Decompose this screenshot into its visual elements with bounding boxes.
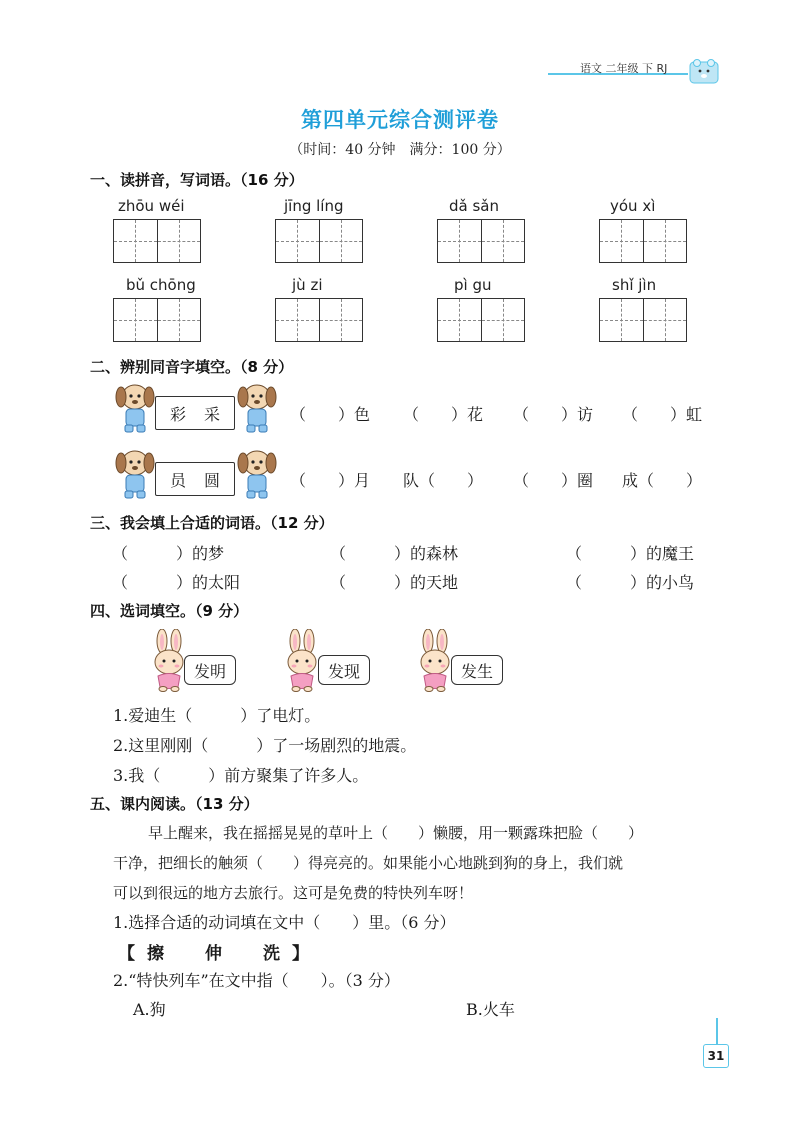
word-choices: 【擦 伸 洗】 [118, 944, 321, 964]
writing-grid[interactable] [275, 219, 363, 263]
page-title: 第四单元综合测评卷 [301, 108, 499, 132]
passage-line[interactable]: 干净，把细长的触须（ ）得亮亮的。如果能小心地跳到狗的身上，我们就 [113, 854, 624, 872]
fill-blank[interactable]: （ ）圈 [513, 471, 594, 490]
question-line[interactable]: 3.我（ ）前方聚集了许多人。 [113, 766, 369, 785]
passage-line: 可以到很远的地方去旅行。这可是免费的特快列车呀！ [113, 884, 474, 902]
writing-grid[interactable] [599, 219, 687, 263]
fill-blank[interactable]: （ ）的梦 [112, 544, 225, 563]
fill-blank[interactable]: （ ）色 [290, 405, 371, 424]
exam-time-score: （时间：40 分钟 满分：100 分） [289, 142, 511, 158]
writing-grid[interactable] [599, 298, 687, 342]
puppy-mascot-icon [112, 446, 158, 502]
pinyin-label: yóu xì [610, 197, 656, 215]
fill-blank[interactable]: （ ）的森林 [330, 544, 459, 563]
fill-blank[interactable]: （ ）虹 [622, 405, 703, 424]
word-option: 发现 [318, 655, 370, 685]
homophone-box: 彩 采 [155, 396, 235, 430]
writing-grid[interactable] [437, 298, 525, 342]
writing-grid[interactable] [113, 298, 201, 342]
word-option: 发生 [451, 655, 503, 685]
pinyin-label: pì gu [454, 276, 492, 294]
passage-line[interactable]: 早上醒来，我在摇摇晃晃的草叶上（ ）懒腰，用一颗露珠把脸（ ） [148, 824, 644, 842]
word-option: 发明 [184, 655, 236, 685]
pinyin-label: jù zi [292, 276, 323, 294]
writing-grid[interactable] [275, 298, 363, 342]
puppy-mascot-icon [112, 380, 158, 436]
pinyin-label: bǔ chōng [126, 276, 196, 294]
page-number-rule [716, 1018, 718, 1044]
section-3-heading: 三、我会填上合适的词语。（12 分） [90, 514, 334, 532]
bear-mascot-icon [689, 58, 719, 84]
question-line[interactable]: 1.爱迪生（ ）了电灯。 [113, 706, 321, 725]
puppy-mascot-icon [234, 446, 280, 502]
bunny-mascot-icon [414, 629, 456, 693]
writing-grid[interactable] [113, 219, 201, 263]
fill-blank[interactable]: 队（ ） [403, 471, 484, 490]
fill-blank[interactable]: （ ）的小鸟 [566, 573, 695, 592]
fill-blank[interactable]: （ ）访 [513, 405, 594, 424]
pinyin-label: dǎ sǎn [449, 197, 499, 215]
fill-blank[interactable]: （ ）花 [403, 405, 484, 424]
homophone-box: 员 圆 [155, 462, 235, 496]
question-line[interactable]: 2.“特快列车”在文中指（ ）。（3 分） [113, 971, 400, 990]
option-a[interactable]: A.狗 [133, 1000, 166, 1019]
header-label: 语文 二年级 下 RJ [580, 62, 668, 75]
writing-grid[interactable] [437, 219, 525, 263]
puppy-mascot-icon [234, 380, 280, 436]
fill-blank[interactable]: （ ）月 [290, 471, 371, 490]
section-1-heading: 一、读拼音，写词语。（16 分） [90, 171, 304, 189]
bunny-mascot-icon [281, 629, 323, 693]
question-line[interactable]: 2.这里刚刚（ ）了一场剧烈的地震。 [113, 736, 417, 755]
fill-blank[interactable]: 成（ ） [622, 471, 703, 490]
question-line[interactable]: 1.选择合适的动词填在文中（ ）里。（6 分） [113, 913, 456, 932]
pinyin-label: zhōu wéi [118, 197, 185, 215]
section-5-heading: 五、课内阅读。（13 分） [90, 795, 259, 813]
option-b[interactable]: B.火车 [466, 1000, 515, 1019]
page-number: 31 [703, 1044, 729, 1068]
pinyin-label: shǐ jìn [612, 276, 657, 294]
fill-blank[interactable]: （ ）的天地 [330, 573, 459, 592]
pinyin-label: jīng líng [284, 197, 344, 215]
section-4-heading: 四、选词填空。（9 分） [90, 602, 249, 620]
section-2-heading: 二、辨别同音字填空。（8 分） [90, 358, 294, 376]
fill-blank[interactable]: （ ）的太阳 [112, 573, 241, 592]
fill-blank[interactable]: （ ）的魔王 [566, 544, 695, 563]
